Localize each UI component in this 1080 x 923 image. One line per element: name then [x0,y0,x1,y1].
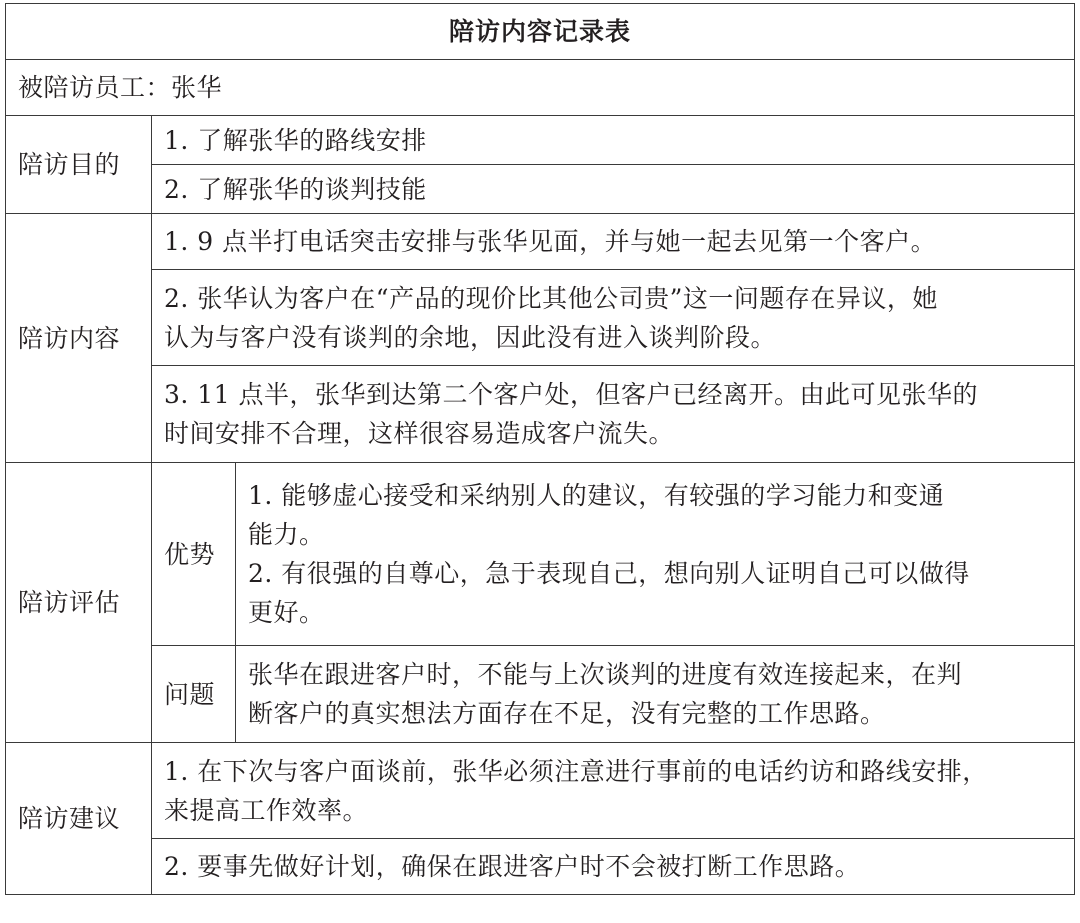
strengths-line: 能力。 [248,520,325,549]
suggestion-row [6,743,1075,839]
evaluation-row [6,646,1075,743]
content-item [152,366,1075,463]
strengths-content [236,463,1075,646]
table-title: 陪访内容记录表 [6,4,1075,60]
suggestion-item [152,743,1075,839]
content-item-line: 认为与客户没有谈判的余地，因此没有进入谈判阶段。 [164,322,777,352]
visit-record-table [5,3,1075,895]
suggestion-item-line: 2. 要事先做好计划，确保在跟进客户时不会被打断工作思路。 [164,852,861,881]
problems-label: 问题 [152,646,236,743]
problems-content [236,646,1075,743]
content-row [6,270,1075,366]
evaluation-row [6,463,1075,646]
content-item [152,214,1075,270]
problems-line: 张华在跟进客户时，不能与上次谈判的进度有效连接起来，在判 [248,660,963,689]
strengths-line: 更好。 [248,598,325,627]
content-row [6,214,1075,270]
content-item-line: 1. 9 点半打电话突击安排与张华见面，并与她一起去见第一个客户。 [164,227,937,256]
suggestion-item-line: 来提高工作效率。 [164,795,369,825]
strengths-line: 2. 有很强的自尊心，急于表现自己，想向别人证明自己可以做得 [248,559,970,588]
purpose-label: 陪访目的 [6,116,152,214]
title-row [6,4,1075,60]
suggestion-row [6,839,1075,895]
purpose-item: 2. 了解张华的谈判技能 [152,165,1075,214]
content-item-line: 3. 11 点半，张华到达第二个客户处，但客户已经离开。由此可见张华的 [164,380,979,409]
purpose-row [6,116,1075,165]
employee-row [6,60,1075,116]
content-item-line: 2. 张华认为客户在“产品的现价比其他公司贵”这一问题存在异议，她 [164,283,938,313]
suggestion-item [152,839,1075,895]
content-row [6,366,1075,463]
purpose-row [6,165,1075,214]
content-item [152,270,1075,366]
problems-line: 断客户的真实想法方面存在不足，没有完整的工作思路。 [248,699,886,728]
suggestion-item-line: 1. 在下次与客户面谈前，张华必须注意进行事前的电话约访和路线安排， [164,756,988,786]
content-item-line: 时间安排不合理，这样很容易造成客户流失。 [164,419,675,448]
strengths-label: 优势 [152,463,236,646]
purpose-item: 1. 了解张华的路线安排 [152,116,1075,165]
evaluation-label: 陪访评估 [6,463,152,743]
content-label: 陪访内容 [6,214,152,463]
suggestions-label: 陪访建议 [6,743,152,895]
strengths-line: 1. 能够虚心接受和采纳别人的建议，有较强的学习能力和变通 [248,481,945,510]
employee-cell: 被陪访员工：张华 [6,60,1075,116]
